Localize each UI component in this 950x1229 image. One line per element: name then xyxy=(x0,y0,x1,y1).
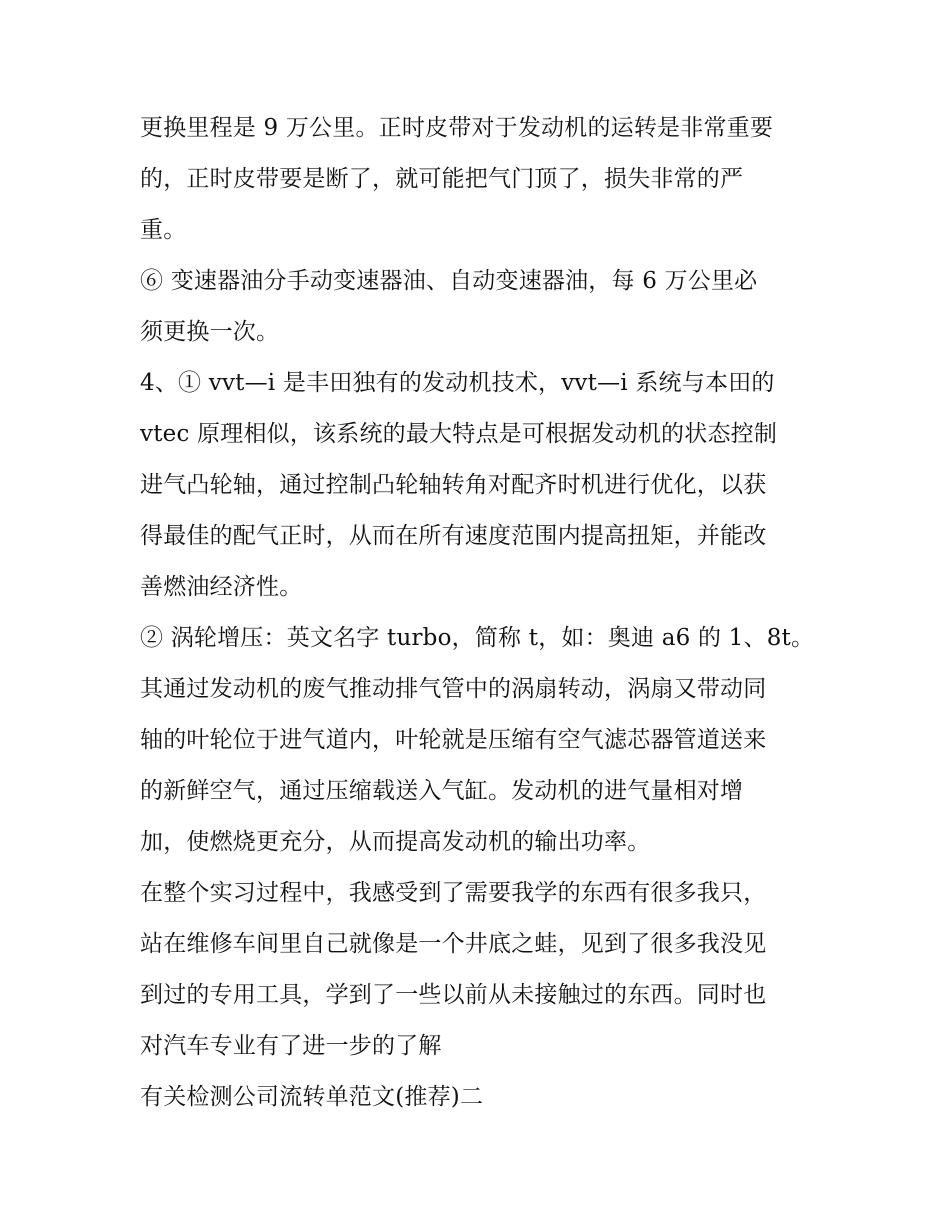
text-line: 进气凸轮轴，通过控制凸轮轴转角对配齐时机进行优化，以获 xyxy=(140,472,767,498)
text-line: 须更换一次。 xyxy=(140,319,280,345)
text-line: 其通过发动机的废气推动排气管中的涡扇转动，涡扇又带动同 xyxy=(140,676,767,702)
text-line: 站在维修车间里自己就像是一个井底之蛙，见到了很多我没见 xyxy=(140,931,767,957)
section-heading: 有关检测公司流转单范文(推荐)二 xyxy=(140,1084,484,1110)
text-line: 在整个实习过程中，我感受到了需要我学的东西有很多我只， xyxy=(140,880,767,906)
text-line: 重。 xyxy=(140,217,187,243)
text-line: vtec 原理相似，该系统的最大特点是可根据发动机的状态控制 xyxy=(140,421,778,447)
text-line: ② 涡轮增压：英文名字 turbo，简称 t，如：奥迪 a6 的 1、8t。 xyxy=(140,625,815,651)
text-line: 更换里程是 9 万公里。正时皮带对于发动机的运转是非常重要 xyxy=(140,115,774,141)
text-line: ⑥ 变速器油分手动变速器油、自动变速器油，每 6 万公里必 xyxy=(140,268,758,294)
text-line: 轴的叶轮位于进气道内，叶轮就是压缩有空气滤芯器管道送来 xyxy=(140,727,767,753)
text-line: 的新鲜空气，通过压缩载送入气缸。发动机的进气量相对增 xyxy=(140,778,744,804)
text-line: 得最佳的配气正时，从而在所有速度范围内提高扭矩，并能改 xyxy=(140,523,767,549)
text-line: 4、① vvt—i 是丰田独有的发动机技术，vvt—i 系统与本田的 xyxy=(140,370,775,396)
text-line: 到过的专用工具，学到了一些以前从未接触过的东西。同时也 xyxy=(140,982,767,1008)
text-line: 的，正时皮带要是断了，就可能把气门顶了，损失非常的严 xyxy=(140,166,744,192)
text-line: 加，使燃烧更充分，从而提高发动机的输出功率。 xyxy=(140,829,651,855)
text-line: 善燃油经济性。 xyxy=(140,574,303,600)
text-line: 对汽车专业有了进一步的了解 xyxy=(140,1033,442,1059)
